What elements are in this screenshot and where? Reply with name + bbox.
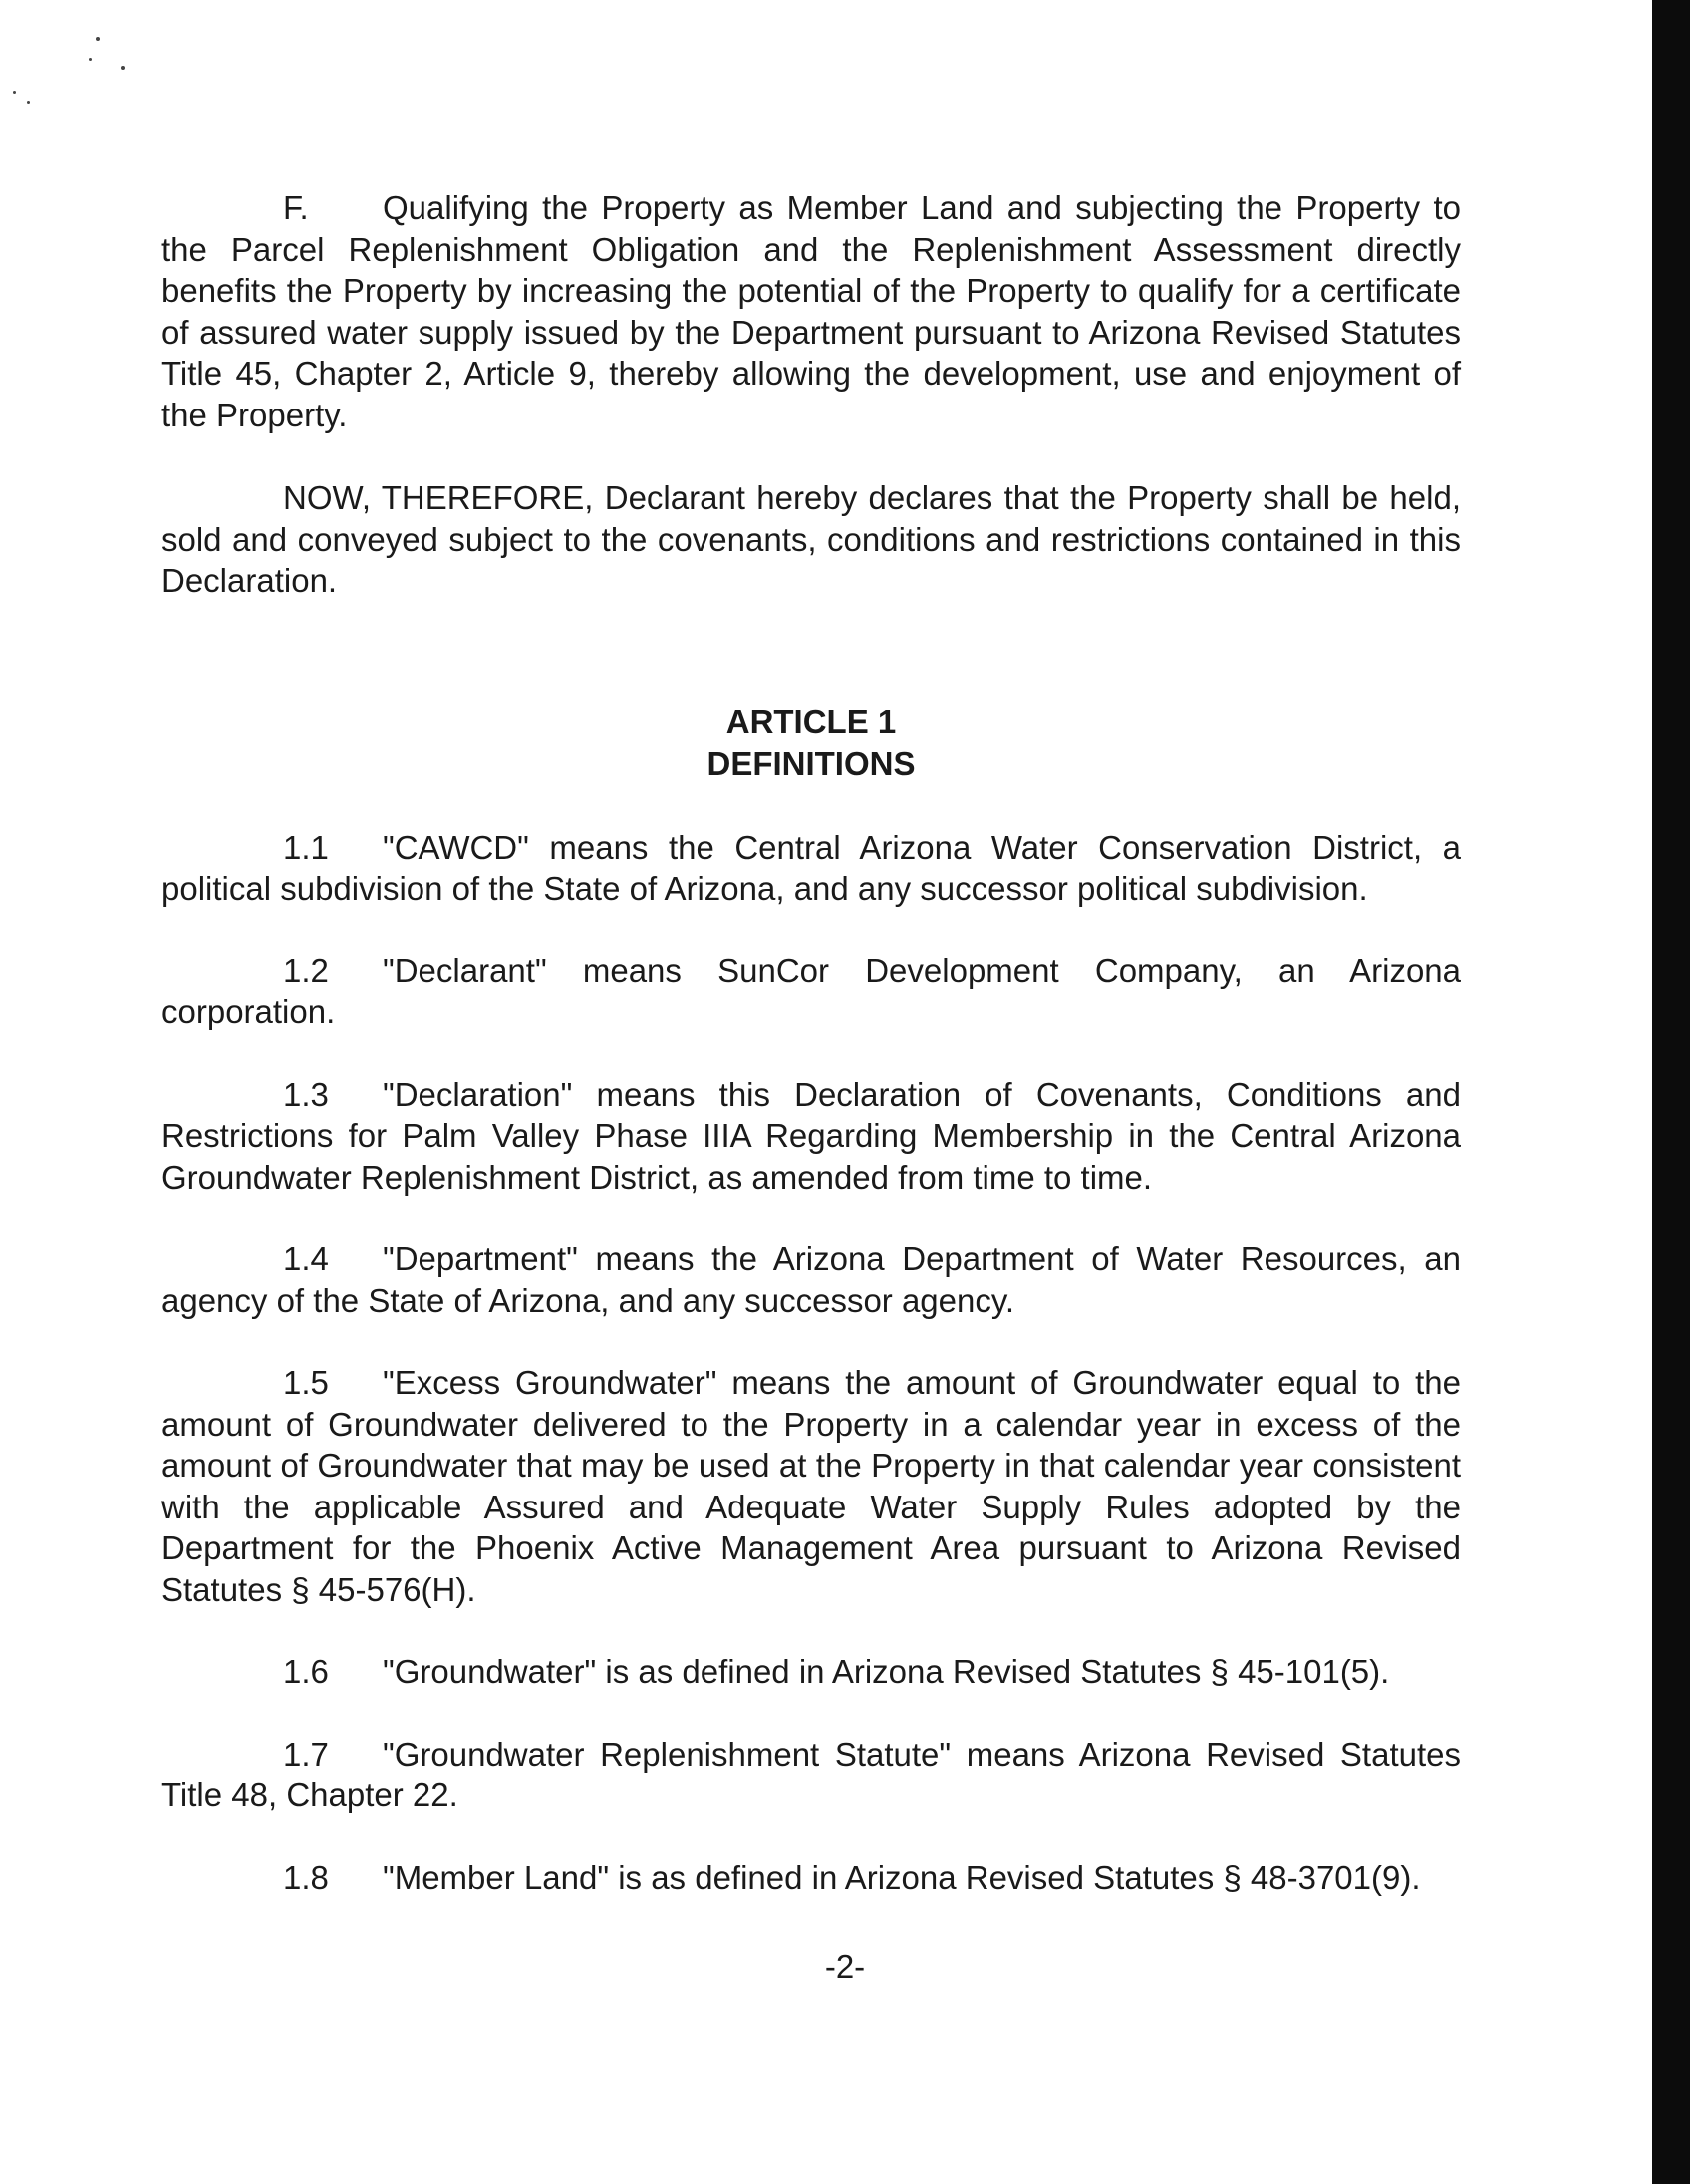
definition-text: "Declarant" means SunCor Development Company, an Arizona corporation. bbox=[161, 952, 1461, 1030]
scan-speck bbox=[96, 37, 100, 41]
definition-item bbox=[161, 1074, 1461, 1199]
definition-item bbox=[161, 1651, 1461, 1693]
page-number: -2- bbox=[824, 1948, 866, 1985]
definition-number: 1.3 bbox=[283, 1075, 329, 1113]
definition-text: "Declaration" means this Declaration of Covenants, Conditions and Restrictions for Palm Valley Phase IIIA Regarding Membership in the Central Arizona Groundwater Replenishment District, as amended from time to time. bbox=[161, 1075, 1461, 1196]
definition-text: "Groundwater Replenishment Statute" means Arizona Revised Statutes Title 48, Chapter 22. bbox=[161, 1735, 1461, 1813]
definition-text: "Groundwater" is as defined in Arizona Revised Statutes § 45-101(5). bbox=[383, 1653, 1390, 1690]
definition-item bbox=[161, 1857, 1461, 1899]
recital-text: Qualifying the Property as Member Land and subjecting the Property to the Parcel Replenishment Obligation and the Replenishment Assessment directly benefits the Property by increasing the potential of the Property to qualify for a certificate of assured water supply issued by the Department pursuant to Arizona Revised Statutes Title 45, Chapter 2, Article 9, thereby allowing the development, use and enjoyment of the Property. bbox=[161, 189, 1461, 433]
definition-number: 1.4 bbox=[283, 1240, 329, 1277]
definition-item bbox=[161, 951, 1461, 1033]
scan-speck bbox=[89, 58, 92, 61]
article-title: ARTICLE 1 bbox=[725, 702, 897, 740]
definition-number: 1.8 bbox=[283, 1858, 329, 1896]
definition-number: 1.7 bbox=[283, 1735, 329, 1773]
definition-text: "Member Land" is as defined in Arizona Revised Statutes § 48-3701(9). bbox=[383, 1858, 1421, 1896]
now-therefore-paragraph: NOW, THEREFORE, Declarant hereby declares that the Property shall be held, sold and conveyed subject to the covenants, conditions and restrictions contained in this Declaration. bbox=[161, 479, 1461, 599]
scan-speck bbox=[121, 66, 125, 70]
definition-number: 1.1 bbox=[283, 828, 329, 866]
document-page bbox=[161, 187, 1461, 1898]
definition-item bbox=[161, 1238, 1461, 1321]
definition-number: 1.6 bbox=[283, 1653, 329, 1690]
recital-label: F. bbox=[283, 189, 309, 226]
definition-text: "Excess Groundwater" means the amount of Groundwater equal to the amount of Groundwater delivered to the Property in a calendar year in excess of the amount of Groundwater that may be used at the Property in that calendar year consistent with the applicable Assured and Adequate Water Supply Rules adopted by the Department for the Phoenix Active Management Area pursuant to Arizona Revised Statutes § 45-576(H). bbox=[161, 1364, 1461, 1608]
scan-speck bbox=[13, 91, 16, 94]
scan-speck bbox=[27, 101, 30, 104]
definition-item bbox=[161, 1734, 1461, 1816]
scan-edge-shadow bbox=[1652, 0, 1690, 2184]
definition-item bbox=[161, 827, 1461, 910]
definition-text: "Department" means the Arizona Department of Water Resources, an agency of the State of Arizona, and any successor agency. bbox=[161, 1240, 1461, 1319]
definition-number: 1.5 bbox=[283, 1364, 329, 1401]
definitions-list bbox=[161, 827, 1461, 1899]
definition-text: "CAWCD" means the Central Arizona Water Conservation District, a political subdivision of the State of Arizona, and any successor political subdivision. bbox=[161, 828, 1461, 907]
article-subtitle: DEFINITIONS bbox=[706, 744, 916, 782]
recital-f bbox=[161, 187, 1461, 435]
definition-number: 1.2 bbox=[283, 952, 329, 989]
definition-item bbox=[161, 1362, 1461, 1610]
